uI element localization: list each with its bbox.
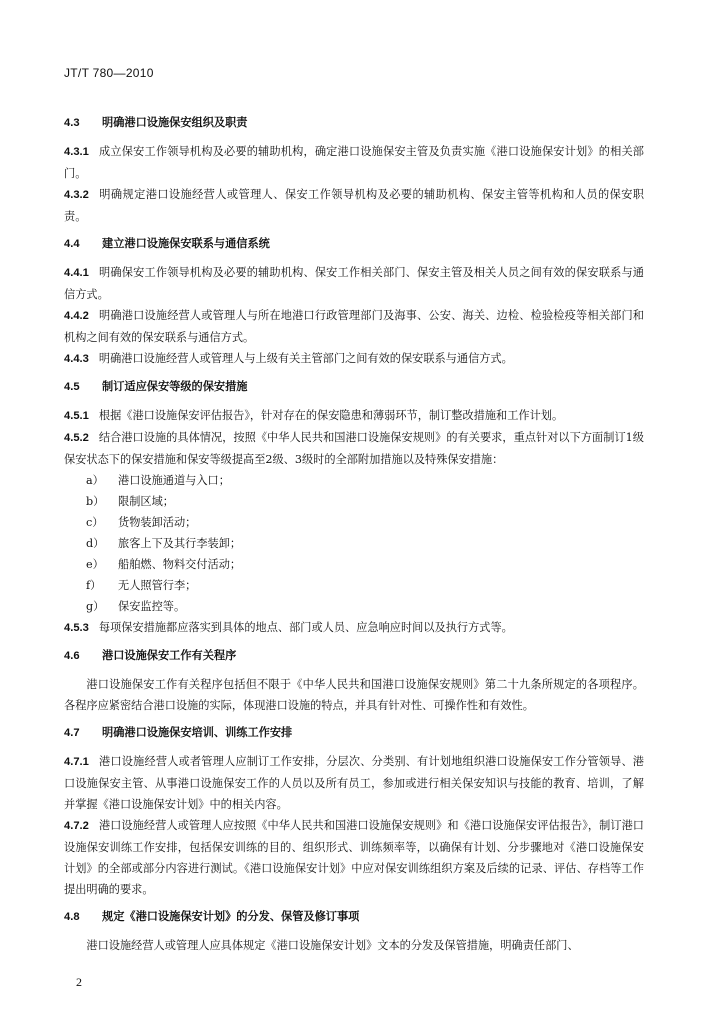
list-item-text: 船舶燃、物料交付活动； bbox=[118, 558, 242, 571]
clause-number: 4.7.2 bbox=[64, 820, 89, 832]
clause-number: 4.3.2 bbox=[64, 189, 89, 201]
section-number: 4.4 bbox=[64, 238, 80, 250]
clause-text: 根据《港口设施保安评估报告》，针对存在的保安隐患和薄弱环节，制订整改措施和工作计划。 bbox=[98, 409, 564, 422]
clause-paragraph bbox=[64, 751, 644, 815]
section-title: 港口设施保安工作有关程序 bbox=[102, 649, 237, 662]
list-item bbox=[86, 554, 644, 575]
list-item-text: 保安监控等。 bbox=[118, 600, 186, 613]
clause-paragraph bbox=[64, 184, 644, 227]
section-number: 4.6 bbox=[64, 650, 80, 662]
clause-paragraph bbox=[64, 305, 644, 348]
list-item-text: 港口设施通道与入口； bbox=[118, 474, 230, 487]
section-number: 4.5 bbox=[64, 381, 80, 393]
list-item-text: 无人照管行李； bbox=[118, 579, 197, 592]
list-item-label: c） bbox=[86, 516, 104, 529]
clause-paragraph bbox=[64, 935, 644, 956]
section-heading bbox=[64, 722, 644, 744]
standard-code-header: JT/T 780—2010 bbox=[64, 66, 154, 80]
clause-number: 4.5.1 bbox=[64, 410, 89, 422]
clause-number: 4.4.3 bbox=[64, 353, 89, 365]
list-item bbox=[86, 533, 644, 554]
clause-paragraph bbox=[64, 405, 644, 427]
section-title: 建立港口设施保安联系与通信系统 bbox=[102, 237, 270, 250]
clause-text: 结合港口设施的具体情况，按照《中华人民共和国港口设施保安规则》的有关要求，重点针对以下方面制订1级保安状态下的保安措施和保安等级提高至2级、3级时的全部附加措施以及特殊保安措施： bbox=[64, 431, 644, 466]
list-item bbox=[86, 575, 644, 596]
section-title: 规定《港口设施保安计划》的分发、保管及修订事项 bbox=[102, 910, 360, 923]
list-item bbox=[86, 491, 644, 512]
section-4-6 bbox=[64, 645, 644, 716]
list-item-text: 限制区域； bbox=[118, 495, 174, 508]
section-4-8 bbox=[64, 906, 644, 956]
clause-number: 4.7.1 bbox=[64, 756, 89, 768]
list-item bbox=[86, 470, 644, 491]
page-number: 2 bbox=[76, 975, 82, 989]
list-item-label: a） bbox=[86, 474, 104, 487]
clause-paragraph bbox=[64, 427, 644, 470]
clause-text: 明确港口设施经营人或管理人与所在地港口行政管理部门及海事、公安、海关、边检、检验检疫等相关部门和机构之间有效的保安联系与通信方式。 bbox=[64, 309, 644, 344]
list-item-label: f） bbox=[86, 579, 102, 592]
section-heading bbox=[64, 233, 644, 255]
clause-paragraph bbox=[64, 348, 644, 370]
clause-text: 港口设施经营人或管理人应具体规定《港口设施保安计划》文本的分发及保管措施，明确责任部门、 bbox=[86, 939, 579, 952]
clause-text: 港口设施保安工作有关程序包括但不限于《中华人民共和国港口设施保安规则》第二十九条所规定的各项程序。各程序应紧密结合港口设施的实际，体现港口设施的特点，并具有针对性、可操作性和有效性。 bbox=[64, 678, 644, 712]
clause-number: 4.3.1 bbox=[64, 146, 89, 158]
list-item-text: 货物装卸活动； bbox=[118, 516, 197, 529]
clause-text: 成立保安工作领导机构及必要的辅助机构，确定港口设施保安主管及负责实施《港口设施保安计划》的相关部门。 bbox=[64, 145, 644, 180]
section-4-5 bbox=[64, 376, 644, 639]
list-item-text: 旅客上下及其行李装卸； bbox=[118, 537, 242, 550]
section-title: 明确港口设施保安组织及职责 bbox=[102, 116, 248, 129]
list-item-label: e） bbox=[86, 558, 104, 571]
clause-number: 4.4.1 bbox=[64, 267, 89, 279]
clause-text: 港口设施经营人或者管理人应制订工作安排，分层次、分类别、有计划地组织港口设施保安工作分管领导、港口设施保安主管、从事港口设施保安工作的人员以及所有员工，参加或进行相关保安知识与技能的教育、培训，了解并掌握《港口设施保安计划》中的相关内容。 bbox=[64, 755, 644, 811]
section-heading bbox=[64, 906, 644, 928]
clause-paragraph bbox=[64, 262, 644, 305]
list-item-label: b） bbox=[86, 495, 105, 508]
section-heading bbox=[64, 376, 644, 398]
clause-paragraph bbox=[64, 674, 644, 716]
clause-paragraph bbox=[64, 815, 644, 900]
list-item bbox=[86, 596, 644, 617]
section-number: 4.7 bbox=[64, 727, 80, 739]
section-number: 4.3 bbox=[64, 117, 80, 129]
section-title: 制订适应保安等级的保安措施 bbox=[102, 380, 248, 393]
document-body bbox=[64, 112, 644, 956]
clause-number: 4.5.3 bbox=[64, 622, 89, 634]
clause-text: 港口设施经营人或管理人应按照《中华人民共和国港口设施保安规则》和《港口设施保安评估报告》，制订港口设施保安训练工作安排，包括保安训练的目的、组织形式、训练频率等，以确保有计划、分步骤地对《港口设施保安计划》的全部或部分内容进行测试。《港口设施保安计划》中应对保安训练组织方案及后续的记录、评估、存档等工作提出明确的要求。 bbox=[64, 819, 644, 896]
section-heading bbox=[64, 645, 644, 667]
list-item bbox=[86, 512, 644, 533]
clause-number: 4.5.2 bbox=[64, 432, 89, 444]
list-item-label: g） bbox=[86, 600, 105, 613]
clause-text: 明确保安工作领导机构及必要的辅助机构、保安工作相关部门、保安主管及相关人员之间有效的保安联系与通信方式。 bbox=[64, 266, 644, 301]
section-4-7 bbox=[64, 722, 644, 900]
clause-paragraph bbox=[64, 141, 644, 184]
list-item-label: d） bbox=[86, 537, 105, 550]
section-4-4 bbox=[64, 233, 644, 370]
section-number: 4.8 bbox=[64, 911, 80, 923]
clause-text: 每项保安措施都应落实到具体的地点、部门或人员、应急响应时间以及执行方式等。 bbox=[98, 621, 513, 634]
section-4-3 bbox=[64, 112, 644, 227]
clause-text: 明确港口设施经营人或管理人与上级有关主管部门之间有效的保安联系与通信方式。 bbox=[98, 352, 513, 365]
section-title: 明确港口设施保安培训、训练工作安排 bbox=[102, 726, 293, 739]
clause-paragraph bbox=[64, 617, 644, 639]
section-heading bbox=[64, 112, 644, 134]
clause-text: 明确规定港口设施经营人或管理人、保安工作领导机构及必要的辅助机构、保安主管等机构和人员的保安职责。 bbox=[64, 188, 644, 223]
clause-number: 4.4.2 bbox=[64, 310, 89, 322]
